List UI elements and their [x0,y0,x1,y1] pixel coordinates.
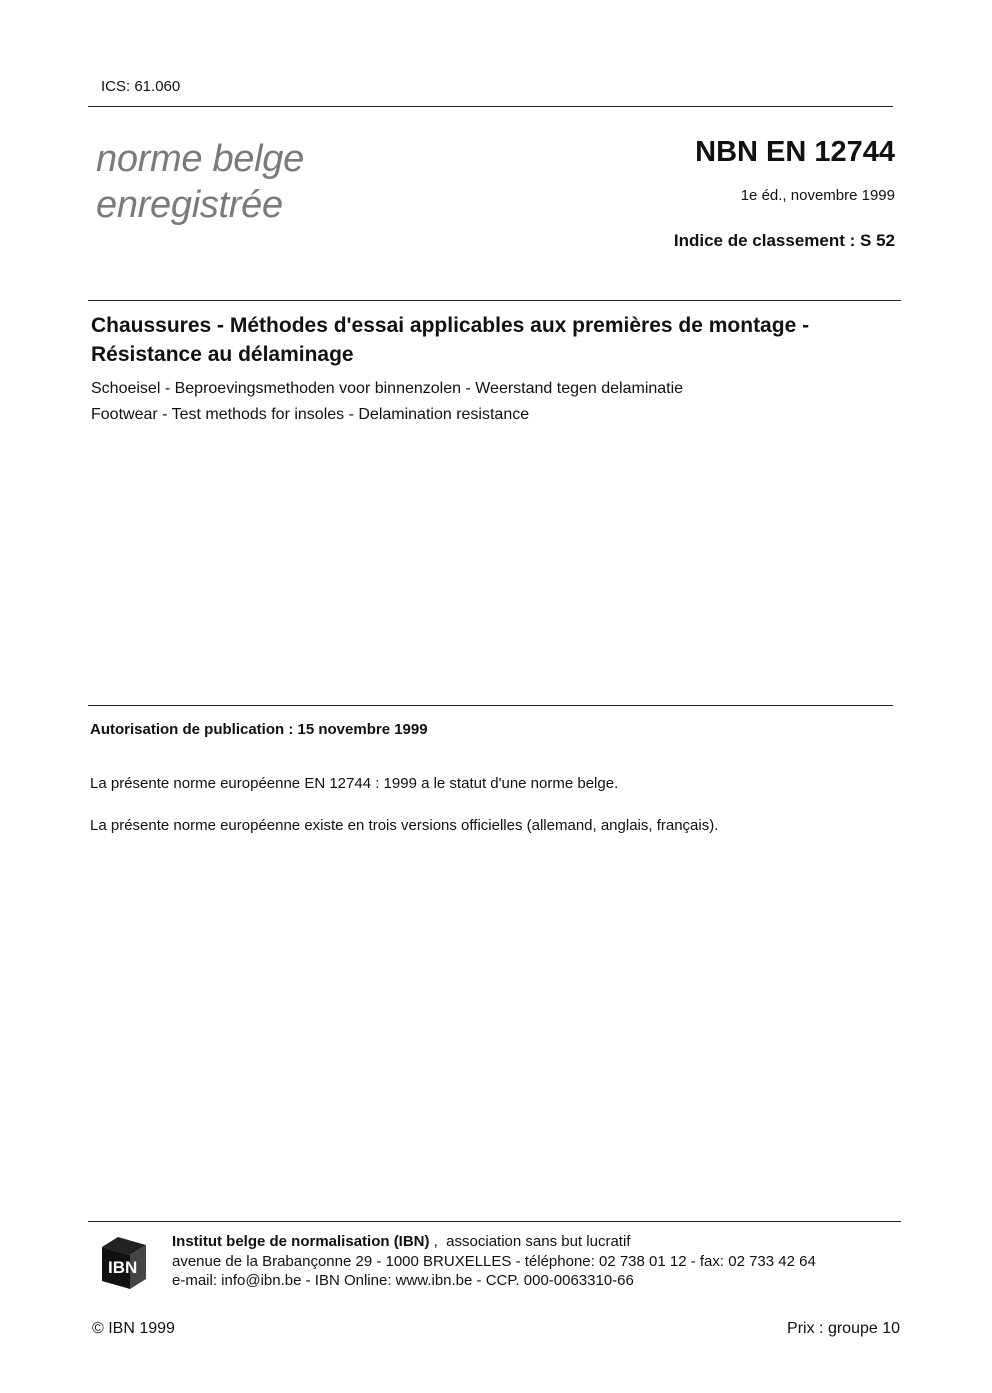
publication-authorisation: Autorisation de publication : 15 novembre 1999 [90,721,428,738]
copyright-notice: © IBN 1999 [92,1320,175,1337]
logo-lettering: IBN [108,1258,138,1277]
brand-line-2: enregistrée [96,184,283,226]
versions-paragraph: La présente norme européenne existe en trois versions officielles (allemand, anglais, français). [90,817,719,834]
institute-line [172,1233,630,1250]
classification-index: Indice de classement : S 52 [673,231,895,250]
top-rule [88,106,893,107]
ics-code: ICS: 61.060 [101,78,181,95]
title-dutch: Schoeisel - Beproevingsmethoden voor binnenzolen - Weerstand tegen delaminatie [91,380,684,397]
price-group: Prix : groupe 10 [787,1320,900,1337]
edition-date: 1e éd., novembre 1999 [740,187,895,204]
ibn-logo-icon [96,1233,152,1291]
institute-contact: e-mail: info@ibn.be - IBN Online: www.ibn.be - CCP. 000-0063310-66 [172,1272,634,1289]
status-paragraph: La présente norme européenne EN 12744 : 1999 a le statut d'une norme belge. [90,775,619,792]
document-title-line-2: Résistance au délaminage [91,343,354,366]
body-rule [88,705,893,706]
document-title-line-1: Chaussures - Méthodes d'essai applicables aux premières de montage - [91,314,810,337]
standard-code: NBN EN 12744 [695,136,895,168]
title-rule [88,300,901,301]
institute-name: Institut belge de normalisation (IBN) [172,1233,430,1250]
title-english: Footwear - Test methods for insoles - Delamination resistance [91,406,530,423]
institute-suffix: , association sans but lucratif [429,1233,631,1250]
footer-rule [88,1221,901,1222]
institute-address: avenue de la Brabançonne 29 - 1000 BRUXELLES - téléphone: 02 738 01 12 - fax: 02 733 42 64 [172,1253,816,1270]
brand-line-1: norme belge [96,138,304,180]
